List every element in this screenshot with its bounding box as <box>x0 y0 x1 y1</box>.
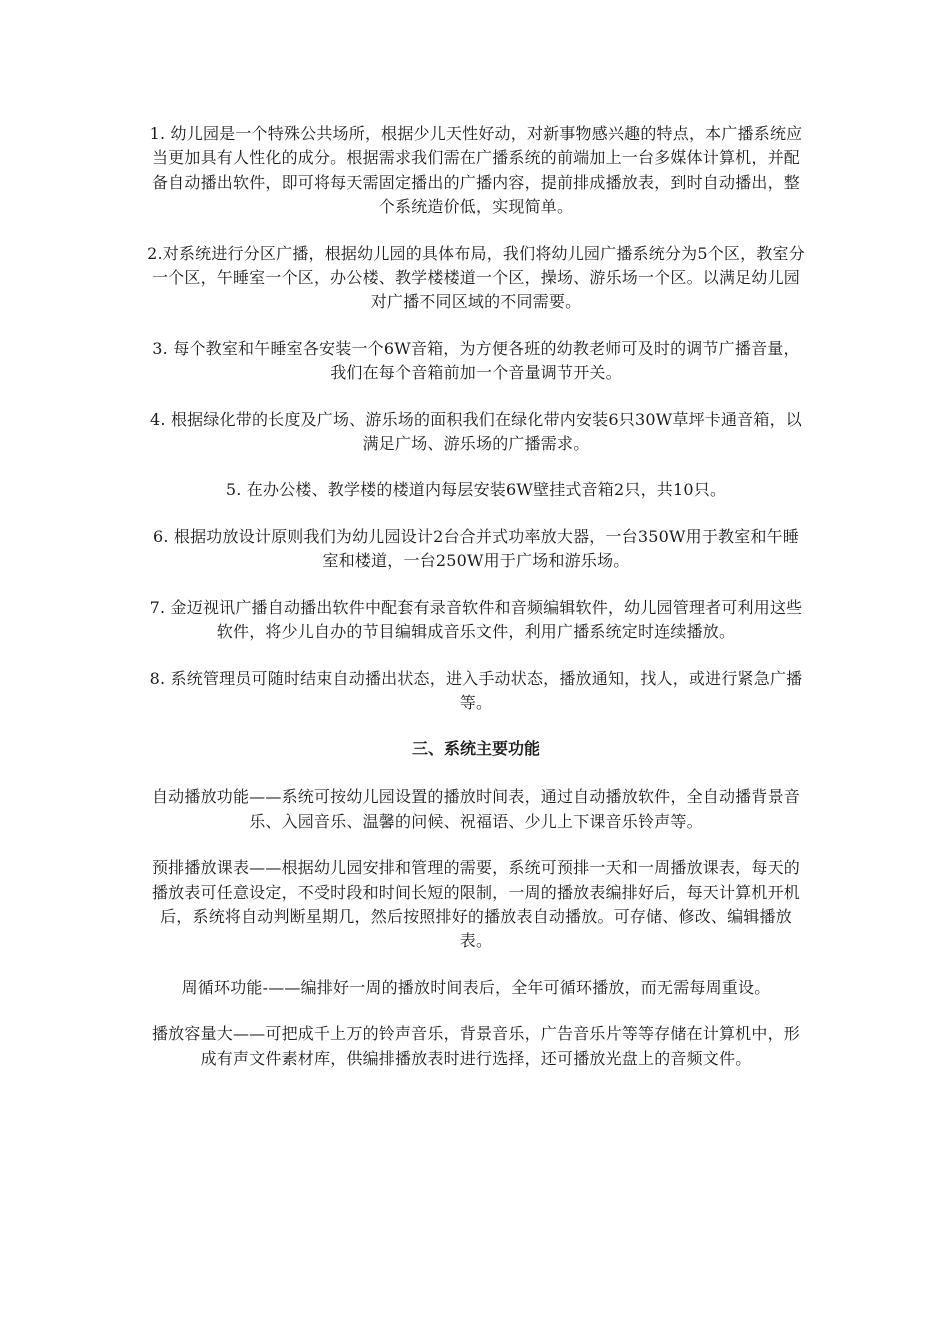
document-page <box>145 122 807 1093</box>
feature-capacity: 播放容量大——可把成千上万的铃声音乐，背景音乐，广告音乐片等等存储在计算机中，形成有声文件素材库，供编排播放表时进行选择，还可播放光盘上的音频文件。 <box>151 1024 800 1068</box>
numbered-item-4: 4. 根据绿化带的长度及广场、游乐场的面积我们在绿化带内安装6只30W草坪卡通音箱，以满足广场、游乐场的广播需求。 <box>150 409 802 454</box>
numbered-item-1: 1. 幼儿园是一个特殊公共场所，根据少儿天性好动，对新事物感兴趣的特点，本广播系统应当更加具有人性化的成分。根据需求我们需在广播系统的前端加上一台多媒体计算机，并配备自动播出软件，即可将每天需固定播出的广播内容，提前排成播放表，到时自动播出，整个系统造价低，实现简单。 <box>149 124 803 217</box>
numbered-item-2: 2.对系统进行分区广播，根据幼儿园的具体布局，我们将幼儿园广播系统分为5个区，教室分一个区，午睡室一个区，办公楼、教学楼楼道一个区，操场、游乐场一个区。以满足幼儿园对广播不同区域的不同需要。 <box>147 243 805 312</box>
numbered-item-7: 7. 金迈视讯广播自动播出软件中配套有录音软件和音频编辑软件，幼儿园管理者可利用这些软件，将少儿自办的节目编辑成音乐文件，利用广播系统定时连续播放。 <box>149 597 803 642</box>
feature-schedule: 预排播放课表——根据幼儿园安排和管理的需要，系统可预排一天和一周播放课表，每天的播放表可任意设定，不受时段和时间长短的限制，一周的播放表编排好后，每天计算机开机后，系统将自动判断星期几，然后按照排好的播放表自动播放。可存储、修改、编辑播放表。 <box>151 858 800 951</box>
numbered-item-6: 6. 根据功放设计原则我们为幼儿园设计2台合并式功率放大器，一台350W用于教室和午睡室和楼道，一台250W用于广场和游乐场。 <box>152 526 800 571</box>
feature-auto-play: 自动播放功能——系统可按幼儿园设置的播放时间表，通过自动播放软件，全自动播背景音乐、入园音乐、温馨的问候、祝福语、少儿上下课音乐铃声等。 <box>151 787 800 831</box>
feature-weekly-loop: 周循环功能-——编排好一周的播放时间表后，全年可循环播放，而无需每周重设。 <box>181 977 771 997</box>
numbered-item-5: 5. 在办公楼、教学楼的楼道内每层安装6W壁挂式音箱2只，共10只。 <box>225 480 727 500</box>
numbered-item-8: 8. 系统管理员可随时结束自动播出状态，进入手动状态，播放通知，找人，或进行紧急广播等。 <box>149 668 803 712</box>
numbered-item-3: 3. 每个教室和午睡室各安装一个6W音箱，为方便各班的幼教老师可及时的调节广播音量，我们在每个音箱前加一个音量调节开关。 <box>152 338 800 383</box>
section-heading: 三、系统主要功能 <box>411 739 540 759</box>
